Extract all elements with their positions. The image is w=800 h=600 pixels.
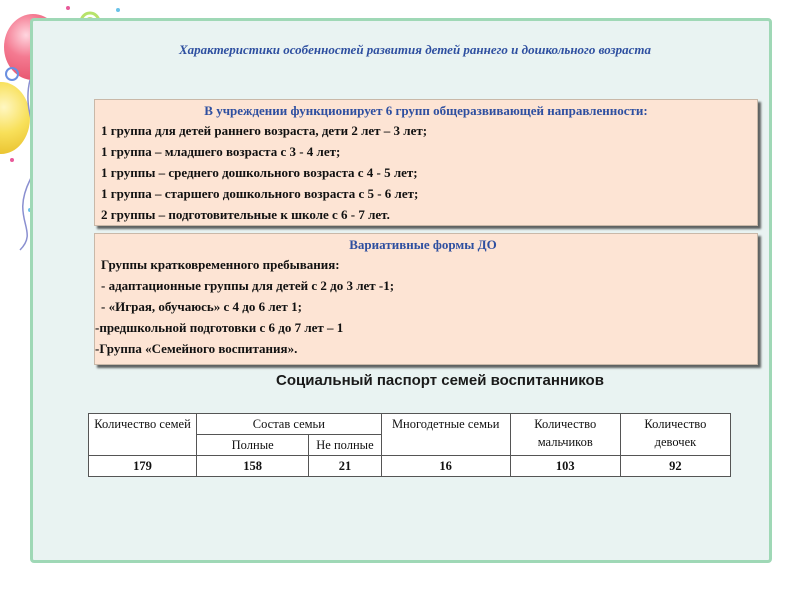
- page-title: Характеристики особенностей развития детей раннего и дошкольного возраста: [178, 42, 652, 57]
- header-families: Количество семей: [89, 414, 197, 456]
- forms-line: -Группа «Семейного воспитания».: [95, 341, 298, 356]
- forms-line: Группы кратковременного пребывания:: [101, 257, 340, 272]
- header-girls: Количество девочек: [620, 414, 730, 456]
- header-boys: Количество мальчиков: [510, 414, 620, 456]
- groups-line: 1 группа для детей раннего возраста, дети 2 лет – 3 лет;: [101, 123, 428, 138]
- forms-info-box: [94, 233, 758, 365]
- value-families: 179: [89, 456, 197, 477]
- value-boys: 103: [510, 456, 620, 477]
- groups-info-box: [94, 99, 758, 226]
- groups-line: 2 группы – подготовительные к школе с 6 - 7 лет.: [101, 207, 390, 222]
- forms-heading: Вариативные формы ДО: [349, 237, 497, 252]
- table-row: [89, 456, 731, 477]
- passport-title: Социальный паспорт семей воспитанников: [276, 372, 604, 389]
- forms-line: - адаптационные группы для детей с 2 до 3 лет -1;: [101, 278, 395, 293]
- groups-heading: В учреждении функционирует 6 групп общеразвивающей направленности:: [204, 103, 648, 118]
- groups-line: 1 группа – старшего дошкольного возраста с 5 - 6 лет;: [101, 186, 419, 201]
- value-full: 158: [197, 456, 309, 477]
- groups-line: 1 группы – среднего дошкольного возраста с 4 - 5 лет;: [101, 165, 418, 180]
- value-large-families: 16: [381, 456, 510, 477]
- forms-line: -предшкольной подготовки с 6 до 7 лет – 1: [95, 320, 344, 335]
- social-passport-table: [88, 413, 731, 477]
- groups-line: 1 группа – младшего возраста с 3 - 4 лет;: [101, 144, 341, 159]
- table-header-row: [89, 414, 731, 435]
- header-large-families: Многодетные семьи: [381, 414, 510, 456]
- forms-line: - «Играя, обучаюсь» с 4 до 6 лет 1;: [101, 299, 302, 314]
- value-incomplete: 21: [309, 456, 381, 477]
- header-full: Полные: [197, 435, 309, 456]
- value-girls: 92: [620, 456, 730, 477]
- header-incomplete: Не полные: [309, 435, 381, 456]
- header-composition: Состав семьи: [197, 414, 382, 435]
